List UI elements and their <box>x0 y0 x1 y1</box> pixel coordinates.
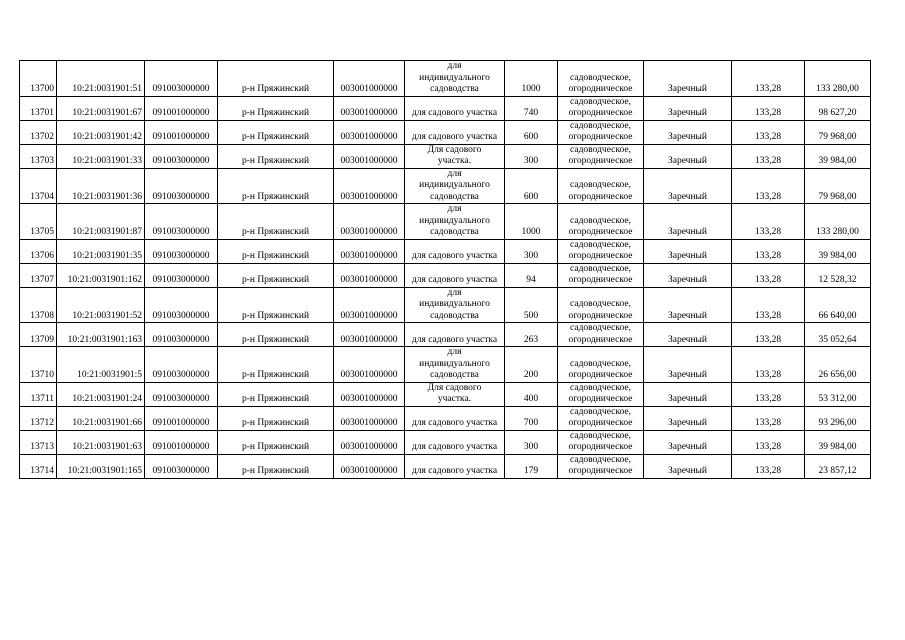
table-row <box>20 204 871 240</box>
area-cell: 500 <box>505 287 558 323</box>
land-category-line: садоводческое, <box>570 299 631 309</box>
okato-code-cell: 091003000000 <box>145 263 218 287</box>
cadastral-value-cell: 35 052,64 <box>805 323 871 347</box>
unit-price-cell: 133,28 <box>732 144 805 168</box>
area-cell: 400 <box>505 382 558 406</box>
cadastral-number-cell: 10:21:0031901:51 <box>57 61 145 97</box>
cadastral-number-cell: 10:21:0031901:87 <box>57 204 145 240</box>
locality-cell: Заречный <box>644 168 732 204</box>
permitted-use-cell <box>405 406 505 430</box>
oktmo-code-cell: 003001000000 <box>334 263 405 287</box>
land-category-line: садоводческое, <box>570 358 631 369</box>
okato-code-cell: 091003000000 <box>145 323 218 347</box>
land-category-line: огородническое <box>568 442 633 452</box>
permitted-use-line: для садового участка <box>411 132 498 142</box>
cadastral-number-cell: 10:21:0031901:36 <box>57 168 145 204</box>
permitted-use-cell <box>405 239 505 263</box>
unit-price-cell: 133,28 <box>732 168 805 204</box>
table-row <box>20 454 871 478</box>
land-category-line: садоводческое, <box>570 454 631 465</box>
cadastral-value-cell: 39 984,00 <box>805 239 871 263</box>
permitted-use-line: для <box>447 287 462 298</box>
cadastral-value-cell: 12 528,32 <box>805 263 871 287</box>
locality-cell: Заречный <box>644 239 732 263</box>
locality-cell: Заречный <box>644 454 732 478</box>
oktmo-code-cell: 003001000000 <box>334 239 405 263</box>
permitted-use-cell <box>405 204 505 240</box>
land-category-line: садоводческое, <box>570 215 631 226</box>
district-cell: р-н Пряжинский <box>218 168 334 204</box>
cadastral-value-cell: 26 656,00 <box>805 347 871 383</box>
district-cell: р-н Пряжинский <box>218 144 334 168</box>
land-category-cell <box>558 144 644 168</box>
land-category-line: садоводческое, <box>570 382 631 393</box>
land-category-line: садоводческое, <box>570 120 631 131</box>
table-row <box>20 287 871 323</box>
permitted-use-line: садоводства <box>430 227 479 237</box>
oktmo-code-cell: 003001000000 <box>334 347 405 383</box>
oktmo-code-cell: 003001000000 <box>334 168 405 204</box>
land-category-line: садоводческое, <box>570 406 631 417</box>
area-cell: 740 <box>505 96 558 120</box>
permitted-use-cell <box>405 430 505 454</box>
permitted-use-line: садоводства <box>430 84 479 94</box>
okato-code-cell: 091003000000 <box>145 168 218 204</box>
cadastral-value-cell: 39 984,00 <box>805 144 871 168</box>
land-category-line: огородническое <box>568 466 633 476</box>
cadastral-number-cell: 10:21:0031901:5 <box>57 347 145 383</box>
table-row <box>20 323 871 347</box>
permitted-use-line: Для садового <box>427 144 482 155</box>
unit-price-cell: 133,28 <box>732 347 805 383</box>
land-category-cell <box>558 430 644 454</box>
okato-code-cell: 091003000000 <box>145 382 218 406</box>
land-category-cell <box>558 382 644 406</box>
district-cell: р-н Пряжинский <box>218 382 334 406</box>
table-row <box>20 347 871 383</box>
unit-price-cell: 133,28 <box>732 454 805 478</box>
permitted-use-line: садоводства <box>430 191 479 202</box>
permitted-use-line: для садового участка <box>411 442 498 452</box>
permitted-use-cell <box>405 61 505 97</box>
land-category-line: садоводческое, <box>570 263 631 274</box>
area-cell: 300 <box>505 239 558 263</box>
row-number-cell: 13703 <box>20 144 57 168</box>
land-category-line: огородническое <box>568 84 633 94</box>
land-category-line: огородническое <box>568 132 633 142</box>
permitted-use-line: для садового участка <box>411 251 498 261</box>
permitted-use-line: для <box>447 204 462 214</box>
okato-code-cell: 091003000000 <box>145 239 218 263</box>
district-cell: р-н Пряжинский <box>218 406 334 430</box>
area-cell: 300 <box>505 144 558 168</box>
area-cell: 1000 <box>505 204 558 240</box>
area-cell: 263 <box>505 323 558 347</box>
permitted-use-cell <box>405 144 505 168</box>
permitted-use-line: индивидуального <box>419 215 490 226</box>
table-row <box>20 263 871 287</box>
cadastral-value-cell: 93 296,00 <box>805 406 871 430</box>
locality-cell: Заречный <box>644 61 732 97</box>
permitted-use-line: для <box>447 168 462 179</box>
land-category-line: огородническое <box>568 370 633 380</box>
unit-price-cell: 133,28 <box>732 120 805 144</box>
okato-code-cell: 091003000000 <box>145 287 218 323</box>
land-category-cell <box>558 347 644 383</box>
permitted-use-line: садоводства <box>430 370 479 380</box>
land-category-cell <box>558 96 644 120</box>
permitted-use-line: для садового участка <box>411 275 498 285</box>
permitted-use-line: индивидуального <box>419 180 490 190</box>
table-row <box>20 430 871 454</box>
land-category-line: садоводческое, <box>570 144 631 155</box>
land-category-line: огородническое <box>568 310 633 321</box>
table-row <box>20 61 871 97</box>
permitted-use-line: индивидуального <box>419 72 490 83</box>
locality-cell: Заречный <box>644 120 732 144</box>
land-category-cell <box>558 263 644 287</box>
oktmo-code-cell: 003001000000 <box>334 204 405 240</box>
unit-price-cell: 133,28 <box>732 263 805 287</box>
okato-code-cell: 091001000000 <box>145 96 218 120</box>
land-category-line: огородническое <box>568 108 633 118</box>
district-cell: р-н Пряжинский <box>218 96 334 120</box>
locality-cell: Заречный <box>644 382 732 406</box>
land-category-line: огородническое <box>568 418 633 428</box>
land-category-line: огородническое <box>568 191 633 202</box>
land-plots-table <box>19 60 871 479</box>
area-cell: 179 <box>505 454 558 478</box>
district-cell: р-н Пряжинский <box>218 263 334 287</box>
land-category-cell <box>558 287 644 323</box>
area-cell: 600 <box>505 168 558 204</box>
cadastral-number-cell: 10:21:0031901:165 <box>57 454 145 478</box>
locality-cell: Заречный <box>644 406 732 430</box>
district-cell: р-н Пряжинский <box>218 454 334 478</box>
okato-code-cell: 091003000000 <box>145 61 218 97</box>
district-cell: р-н Пряжинский <box>218 287 334 323</box>
row-number-cell: 13700 <box>20 61 57 97</box>
cadastral-number-cell: 10:21:0031901:42 <box>57 120 145 144</box>
permitted-use-line: Для садового <box>427 382 482 393</box>
district-cell: р-н Пряжинский <box>218 120 334 144</box>
locality-cell: Заречный <box>644 323 732 347</box>
land-category-cell <box>558 406 644 430</box>
cadastral-number-cell: 10:21:0031901:163 <box>57 323 145 347</box>
unit-price-cell: 133,28 <box>732 287 805 323</box>
land-category-line: огородническое <box>568 275 633 285</box>
cadastral-value-cell: 39 984,00 <box>805 430 871 454</box>
cadastral-number-cell: 10:21:0031901:33 <box>57 144 145 168</box>
unit-price-cell: 133,28 <box>732 382 805 406</box>
land-category-cell <box>558 239 644 263</box>
row-number-cell: 13709 <box>20 323 57 347</box>
table-row <box>20 168 871 204</box>
permitted-use-line: индивидуального <box>419 299 490 309</box>
unit-price-cell: 133,28 <box>732 406 805 430</box>
permitted-use-line: садоводства <box>430 310 479 321</box>
district-cell: р-н Пряжинский <box>218 204 334 240</box>
permitted-use-line: индивидуального <box>419 358 490 369</box>
okato-code-cell: 091001000000 <box>145 406 218 430</box>
district-cell: р-н Пряжинский <box>218 239 334 263</box>
land-category-cell <box>558 61 644 97</box>
okato-code-cell: 091001000000 <box>145 430 218 454</box>
locality-cell: Заречный <box>644 96 732 120</box>
permitted-use-line: для <box>447 347 462 357</box>
locality-cell: Заречный <box>644 347 732 383</box>
cadastral-value-cell: 79 968,00 <box>805 120 871 144</box>
row-number-cell: 13706 <box>20 239 57 263</box>
land-category-cell <box>558 120 644 144</box>
locality-cell: Заречный <box>644 287 732 323</box>
permitted-use-line: участка. <box>437 394 472 404</box>
land-category-line: огородническое <box>568 394 633 404</box>
cadastral-number-cell: 10:21:0031901:67 <box>57 96 145 120</box>
land-category-line: огородническое <box>568 156 633 166</box>
land-category-line: садоводческое, <box>570 96 631 107</box>
oktmo-code-cell: 003001000000 <box>334 96 405 120</box>
cadastral-number-cell: 10:21:0031901:24 <box>57 382 145 406</box>
okato-code-cell: 091003000000 <box>145 204 218 240</box>
permitted-use-cell <box>405 454 505 478</box>
area-cell: 200 <box>505 347 558 383</box>
area-cell: 1000 <box>505 61 558 97</box>
district-cell: р-н Пряжинский <box>218 323 334 347</box>
district-cell: р-н Пряжинский <box>218 61 334 97</box>
row-number-cell: 13708 <box>20 287 57 323</box>
table-row <box>20 239 871 263</box>
table-row <box>20 382 871 406</box>
land-category-cell <box>558 323 644 347</box>
unit-price-cell: 133,28 <box>732 204 805 240</box>
oktmo-code-cell: 003001000000 <box>334 61 405 97</box>
cadastral-value-cell: 133 280,00 <box>805 61 871 97</box>
cadastral-number-cell: 10:21:0031901:162 <box>57 263 145 287</box>
cadastral-number-cell: 10:21:0031901:52 <box>57 287 145 323</box>
oktmo-code-cell: 003001000000 <box>334 144 405 168</box>
unit-price-cell: 133,28 <box>732 430 805 454</box>
okato-code-cell: 091001000000 <box>145 120 218 144</box>
permitted-use-line: для садового участка <box>411 466 498 476</box>
area-cell: 600 <box>505 120 558 144</box>
unit-price-cell: 133,28 <box>732 239 805 263</box>
row-number-cell: 13710 <box>20 347 57 383</box>
oktmo-code-cell: 003001000000 <box>334 323 405 347</box>
land-category-cell <box>558 168 644 204</box>
land-category-line: садоводческое, <box>570 323 631 333</box>
oktmo-code-cell: 003001000000 <box>334 382 405 406</box>
row-number-cell: 13702 <box>20 120 57 144</box>
permitted-use-cell <box>405 287 505 323</box>
land-category-line: огородническое <box>568 251 633 261</box>
unit-price-cell: 133,28 <box>732 96 805 120</box>
cadastral-value-cell: 66 640,00 <box>805 287 871 323</box>
permitted-use-cell <box>405 347 505 383</box>
permitted-use-cell <box>405 263 505 287</box>
oktmo-code-cell: 003001000000 <box>334 454 405 478</box>
row-number-cell: 13704 <box>20 168 57 204</box>
cadastral-value-cell: 23 857,12 <box>805 454 871 478</box>
cadastral-value-cell: 53 312,00 <box>805 382 871 406</box>
table-row <box>20 144 871 168</box>
okato-code-cell: 091003000000 <box>145 144 218 168</box>
permitted-use-cell <box>405 382 505 406</box>
row-number-cell: 13707 <box>20 263 57 287</box>
oktmo-code-cell: 003001000000 <box>334 120 405 144</box>
land-category-cell <box>558 454 644 478</box>
row-number-cell: 13711 <box>20 382 57 406</box>
row-number-cell: 13705 <box>20 204 57 240</box>
land-category-cell <box>558 204 644 240</box>
cadastral-number-cell: 10:21:0031901:35 <box>57 239 145 263</box>
area-cell: 300 <box>505 430 558 454</box>
district-cell: р-н Пряжинский <box>218 430 334 454</box>
oktmo-code-cell: 003001000000 <box>334 287 405 323</box>
row-number-cell: 13714 <box>20 454 57 478</box>
okato-code-cell: 091003000000 <box>145 454 218 478</box>
permitted-use-line: для <box>447 61 462 71</box>
cadastral-number-cell: 10:21:0031901:63 <box>57 430 145 454</box>
oktmo-code-cell: 003001000000 <box>334 406 405 430</box>
land-category-line: огородническое <box>568 227 633 237</box>
land-category-line: садоводческое, <box>570 180 631 190</box>
unit-price-cell: 133,28 <box>732 323 805 347</box>
permitted-use-cell <box>405 168 505 204</box>
permitted-use-cell <box>405 323 505 347</box>
table-row <box>20 120 871 144</box>
table-row <box>20 406 871 430</box>
locality-cell: Заречный <box>644 430 732 454</box>
district-cell: р-н Пряжинский <box>218 347 334 383</box>
locality-cell: Заречный <box>644 144 732 168</box>
oktmo-code-cell: 003001000000 <box>334 430 405 454</box>
cadastral-value-cell: 79 968,00 <box>805 168 871 204</box>
unit-price-cell: 133,28 <box>732 61 805 97</box>
land-category-line: садоводческое, <box>570 239 631 250</box>
okato-code-cell: 091003000000 <box>145 347 218 383</box>
table-row <box>20 96 871 120</box>
area-cell: 700 <box>505 406 558 430</box>
row-number-cell: 13701 <box>20 96 57 120</box>
permitted-use-cell <box>405 120 505 144</box>
table-body <box>20 61 871 479</box>
cadastral-number-cell: 10:21:0031901:66 <box>57 406 145 430</box>
permitted-use-line: для садового участка <box>411 108 498 118</box>
row-number-cell: 13713 <box>20 430 57 454</box>
area-cell: 94 <box>505 263 558 287</box>
permitted-use-line: участка. <box>437 156 472 166</box>
cadastral-value-cell: 133 280,00 <box>805 204 871 240</box>
land-category-line: садоводческое, <box>570 430 631 441</box>
locality-cell: Заречный <box>644 204 732 240</box>
permitted-use-line: для садового участка <box>411 334 498 345</box>
permitted-use-cell <box>405 96 505 120</box>
cadastral-value-cell: 98 627,20 <box>805 96 871 120</box>
land-category-line: огородническое <box>568 334 633 345</box>
row-number-cell: 13712 <box>20 406 57 430</box>
permitted-use-line: для садового участка <box>411 418 498 428</box>
locality-cell: Заречный <box>644 263 732 287</box>
land-category-line: садоводческое, <box>570 72 631 83</box>
